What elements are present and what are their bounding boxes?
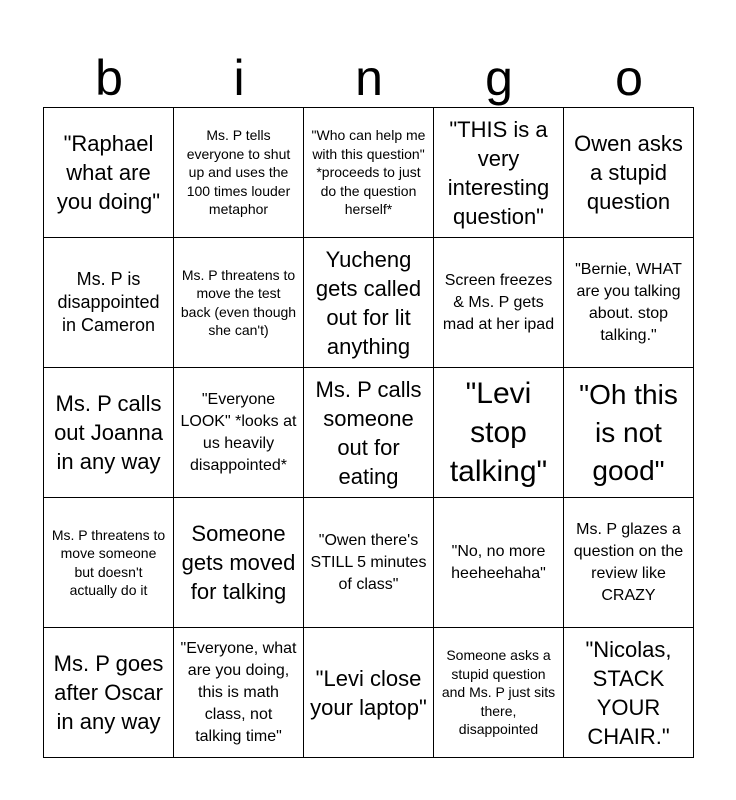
cell-text: "Owen there's STILL 5 minutes of class": [310, 531, 427, 593]
cell-text: Ms. P glazes a question on the review like CRAZY: [573, 520, 684, 604]
bingo-cell-r3c2[interactable]: [174, 368, 304, 498]
bingo-cell-r1c4[interactable]: [434, 108, 564, 238]
bingo-cell-r2c3[interactable]: [304, 238, 434, 368]
bingo-cell-r5c1[interactable]: [44, 628, 174, 758]
cell-text: "Everyone LOOK" *looks at us heavily disappointed*: [180, 390, 297, 474]
cell-text: Ms. P tells everyone to shut up and uses the 100 times louder metaphor: [186, 127, 291, 218]
bingo-cell-r1c3[interactable]: [304, 108, 434, 238]
bingo-cell-r5c5[interactable]: [564, 628, 694, 758]
cell-text: Ms. P is disappointed in Cameron: [57, 269, 160, 335]
bingo-cell-r1c5[interactable]: [564, 108, 694, 238]
cell-text: "Levi stop talking": [449, 377, 548, 488]
bingo-cell-r5c4[interactable]: [434, 628, 564, 758]
cell-text: "Oh this is not good": [579, 378, 678, 486]
bingo-cell-r4c3[interactable]: [304, 498, 434, 628]
bingo-cell-r3c1[interactable]: [44, 368, 174, 498]
bingo-cell-r5c2[interactable]: [174, 628, 304, 758]
bingo-cell-r3c4[interactable]: [434, 368, 564, 498]
header-letter-o: o: [615, 50, 643, 106]
cell-text: Ms. P goes after Oscar in any way: [53, 651, 164, 734]
cell-text: "Levi close your laptop": [310, 665, 427, 720]
bingo-cell-r2c4[interactable]: [434, 238, 564, 368]
bingo-cell-r4c5[interactable]: [564, 498, 694, 628]
bingo-cell-r1c1[interactable]: [44, 108, 174, 238]
bingo-cell-r1c2[interactable]: [174, 108, 304, 238]
cell-text: Ms. P calls someone out for eating: [315, 376, 422, 489]
bingo-cell-r3c3[interactable]: [304, 368, 434, 498]
bingo-cell-r2c2[interactable]: [174, 238, 304, 368]
cell-text: "No, no more heeheehaha": [451, 542, 546, 582]
bingo-grid: [43, 107, 694, 758]
bingo-cell-r4c1[interactable]: [44, 498, 174, 628]
bingo-cell-r4c4[interactable]: [434, 498, 564, 628]
bingo-cell-r2c1[interactable]: [44, 238, 174, 368]
cell-text: Someone asks a stupid question and Ms. P just sits there, disappointed: [441, 647, 556, 738]
cell-text: Screen freezes & Ms. P gets mad at her ipad: [442, 271, 555, 333]
bingo-header: [44, 50, 694, 108]
cell-text: "Nicolas, STACK YOUR CHAIR.": [585, 636, 672, 749]
cell-text: Ms. P calls out Joanna in any way: [54, 391, 163, 474]
bingo-cell-r2c5[interactable]: [564, 238, 694, 368]
header-letter-n: n: [355, 50, 383, 106]
cell-text: "Bernie, WHAT are you talking about. stop talking.": [575, 260, 682, 344]
cell-text: Owen asks a stupid question: [574, 131, 683, 214]
header-letter-g: g: [485, 50, 513, 106]
cell-text: Yucheng gets called out for lit anything: [315, 246, 422, 359]
cell-text: "Raphael what are you doing": [56, 131, 161, 214]
cell-text: Ms. P threatens to move the test back (even though she can't): [180, 266, 297, 338]
cell-text: Ms. P threatens to move someone but doesn't actually do it: [51, 526, 166, 598]
cell-text: "THIS is a very interesting question": [447, 116, 550, 229]
cell-text: "Who can help me with this question" *proceeds to just do the question herself*: [311, 127, 426, 218]
bingo-cell-r4c2[interactable]: [174, 498, 304, 628]
cell-text: Someone gets moved for talking: [181, 521, 296, 604]
header-letter-i: i: [233, 50, 245, 106]
bingo-cell-r3c5[interactable]: [564, 368, 694, 498]
cell-text: "Everyone, what are you doing, this is math class, not talking time": [180, 639, 297, 745]
header-letter-b: b: [95, 50, 123, 106]
bingo-cell-r5c3[interactable]: [304, 628, 434, 758]
